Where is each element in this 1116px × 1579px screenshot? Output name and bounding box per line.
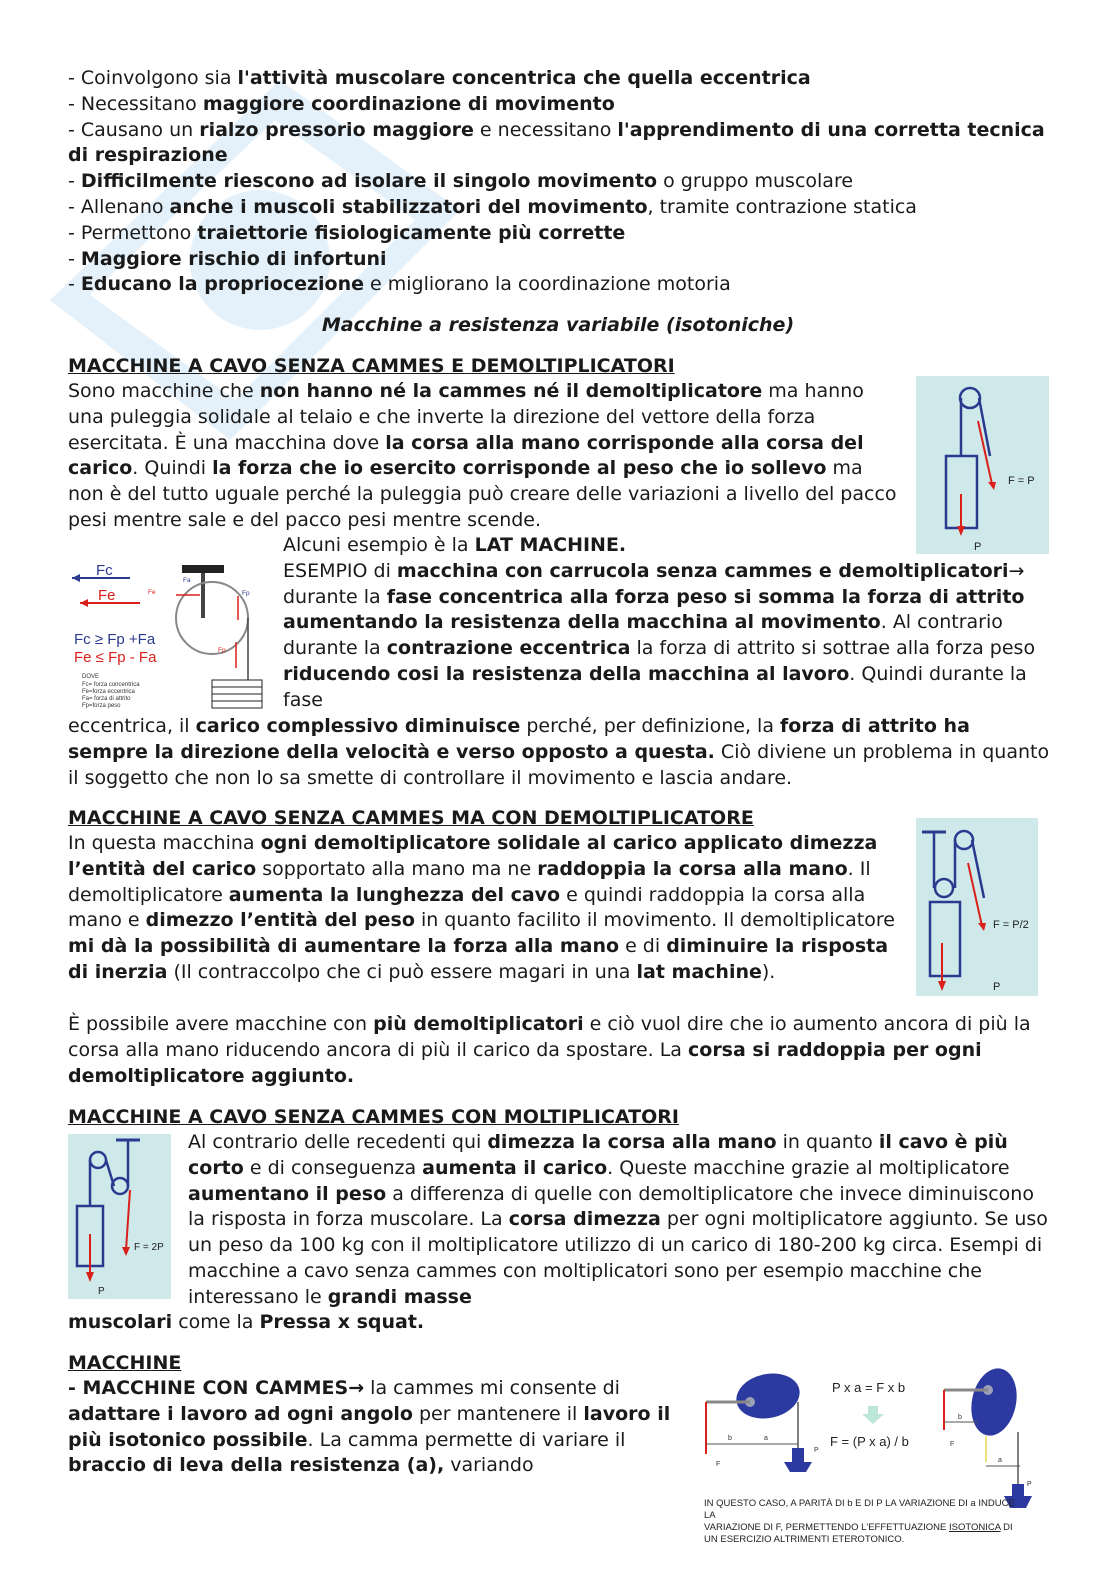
bold-run: fase concentrica alla forza peso si somma la forza di attrito aumentando la resistenza della macchina al movimento — [283, 585, 1025, 634]
text-run: - Necessitano — [68, 92, 203, 115]
bold-run: l'apprendimento di una corretta tecnica di respirazione — [68, 118, 1045, 167]
force-f2-label: F — [950, 1441, 955, 1448]
section3-paragraph-2 — [68, 1310, 1053, 1336]
list-item — [68, 272, 1048, 298]
bold-run: aumenta la lunghezza del cavo — [228, 883, 561, 906]
bold-run: macchina con carrucola senza cammes e demoltiplicatori — [396, 559, 1009, 582]
bold-run: muscolari — [68, 1311, 173, 1333]
force-label: F = P/2 — [993, 919, 1029, 931]
bold-run: corsa dimezza — [508, 1208, 661, 1231]
friction-pulley-diagram — [72, 560, 267, 712]
list-item — [68, 221, 1048, 247]
bold-run: Educano la propriocezione — [80, 273, 364, 296]
text-run: e necessitano — [473, 118, 618, 141]
fp-small-label: Fp — [242, 590, 250, 597]
bold-run: traiettorie fisiologicamente più corrette — [197, 221, 626, 244]
bold-run: Pressa x squat. — [259, 1311, 425, 1333]
demultiplier-diagram — [916, 818, 1038, 996]
bold-run: riducendo cosi la resistenza della macchina al lavoro — [283, 662, 850, 685]
bold-run: diminuire la risposta di inerzia — [68, 935, 889, 983]
list-item — [68, 169, 1048, 195]
text-run: . Quindi — [132, 457, 213, 480]
text-run: variando — [444, 1454, 534, 1477]
text-run: , tramite contrazione statica — [647, 195, 917, 218]
section2-paragraph — [68, 831, 898, 986]
text-run: e di — [619, 935, 667, 958]
bold-run: contrazione eccentrica — [386, 637, 631, 660]
bold-run: - MACCHINE CON CAMMES→ — [68, 1377, 365, 1399]
list-item — [68, 66, 1048, 92]
legend-line: Fp=forza peso — [82, 703, 121, 709]
force-label: F = 2P — [134, 1242, 164, 1253]
bold-run: dimezzo l’entità del peso — [145, 909, 415, 932]
bold-run: forza di attrito ha sempre la direzione della velocità e verso opposto a questa. — [68, 715, 970, 763]
bold-run: Maggiore rischio di infortuni — [80, 247, 387, 270]
text-run: . Il demoltiplicatore — [68, 857, 871, 906]
section1-paragraph — [68, 379, 898, 534]
text-run: o gruppo muscolare — [657, 170, 854, 193]
section1-eccentric-text — [68, 714, 1053, 791]
text-run: Alcuni esempio è la — [283, 534, 475, 556]
cam-lever-diagram — [700, 1362, 1035, 1510]
text-run: come la — [172, 1311, 260, 1333]
bold-run: mi dà la possibilità di aumentare la forza alla mano — [68, 935, 620, 958]
text-run: . Quindi durante la fase — [283, 662, 1027, 711]
bold-run: dimezza la corsa alla mano — [487, 1131, 777, 1153]
text-run: per mantenere il — [412, 1402, 584, 1425]
lever-b2-label: b — [958, 1414, 962, 1421]
caption-line: VARIAZIONE DI F, PERMETTENDO L'EFFETTUAZIONE — [704, 1522, 949, 1533]
weight-label: P — [98, 1286, 105, 1297]
bold-run: rialzo pressorio maggiore — [199, 118, 474, 141]
equation-balance: P x a = F x b — [832, 1380, 906, 1395]
bold-run: la forza che io esercito corrisponde al peso che io sollevo — [212, 457, 827, 480]
text-run: - Coinvolgono sia — [68, 67, 238, 89]
force-label: F = P — [1008, 475, 1035, 487]
text-run: - — [68, 247, 81, 270]
text-run: → durante la — [283, 559, 1025, 608]
section-heading-demultiplier: MACCHINE A CAVO SENZA CAMMES MA CON DEMOLTIPLICATORE — [68, 807, 754, 829]
lever-a2-label: a — [998, 1457, 1002, 1464]
equation-concentric: Fc ≥ Fp +Fa — [74, 631, 156, 648]
text-run: in quanto — [776, 1131, 879, 1153]
section-heading-no-cam: MACCHINE A CAVO SENZA CAMMES E DEMOLTIPLICATORI — [68, 355, 675, 377]
lever-b-label: b — [728, 1435, 732, 1442]
weight-p-label: P — [814, 1447, 819, 1454]
section-subtitle: Macchine a resistenza variabile (isotoniche) — [321, 314, 795, 336]
bold-run: carico complessivo diminuisce — [195, 715, 521, 737]
bold-run: raddoppia la corsa alla mano — [537, 857, 848, 880]
bold-run: lat machine — [636, 960, 762, 983]
bold-run: non hanno né la cammes né il demoltiplicatore — [259, 380, 763, 402]
bold-run: LAT MACHINE. — [474, 534, 627, 556]
list-item — [68, 247, 1048, 273]
text-run: - — [68, 273, 81, 296]
equation-force: F = (P x a) / b — [830, 1434, 909, 1449]
text-run: la cammes mi consente di — [364, 1377, 620, 1399]
text-run: In questa macchina — [68, 832, 261, 854]
section-heading-machines: MACCHINE — [68, 1352, 182, 1374]
fa-small-label: Fa — [183, 577, 191, 584]
text-run: . Queste macchine grazie al moltiplicatore — [607, 1156, 1010, 1179]
text-run: eccentrica, il — [68, 715, 196, 737]
text-run: - Permettono — [68, 221, 198, 244]
bold-run: corsa si raddoppia per ogni demoltiplicatore aggiunto. — [68, 1038, 982, 1087]
section2-paragraph-2 — [68, 1012, 1053, 1089]
legend-line: Fc= forza concentrica — [82, 682, 140, 688]
lat-machine-line — [283, 533, 1053, 559]
text-run: ESEMPIO di — [283, 559, 397, 582]
text-run: . Al contrario durante la — [283, 611, 1003, 660]
bold-run: Difficilmente riescono ad isolare il singolo movimento — [80, 170, 658, 193]
bold-run: lavoro il più isotonico possibile — [68, 1402, 671, 1451]
text-run: e ciò vuol dire che io aumento ancora di più la corsa alla mano riducendo ancora di più il carico da spostare. La — [68, 1013, 1031, 1061]
pulley-diagram-f-equals-p — [916, 376, 1049, 554]
text-run: - Causano un — [68, 118, 200, 141]
legend-line: Fe=forza eccentrica — [82, 689, 135, 695]
bold-run: aumenta il carico — [422, 1156, 608, 1179]
text-run: in quanto facilito il movimento. Il demoltiplicatore — [414, 909, 895, 932]
text-run: e quindi raddoppia la corsa alla mano e — [68, 883, 866, 932]
section-heading-multiplier: MACCHINE A CAVO SENZA CAMMES CON MOLTIPLICATORI — [68, 1106, 679, 1128]
text-run: per ogni moltiplicatore aggiunto. Se uso un peso da 100 kg con il moltiplicatore utilizzo di un carico di 180-200 kg circa. Esempi di macchine a cavo senza cammes con moltiplicatori sono per esempio macchine che interessano le — [188, 1208, 1048, 1308]
bold-run: maggiore coordinazione di movimento — [202, 92, 615, 115]
text-run: Ciò diviene un problema in quanto il soggetto che non lo sa smette di controllare il movimento e lascia andare. — [68, 740, 1050, 789]
text-run: ). — [761, 960, 776, 983]
text-run: a differenza di quelle con demoltiplicatore che invece diminuiscono la risposta in forza muscolare. La — [188, 1182, 1034, 1231]
text-run: Al contrario delle recedenti qui — [188, 1131, 488, 1153]
bold-run: aumentano il peso — [188, 1182, 387, 1205]
section4-paragraph — [68, 1376, 680, 1479]
fe-label: Fe — [98, 587, 116, 604]
fp2-small-label: Fp — [218, 647, 226, 654]
text-run: ma non è del tutto uguale perché la puleggia può creare delle variazioni a livello del pacco pesi mentre sale e del pacco pesi mentre scende. — [68, 457, 897, 531]
caption-line: IN QUESTO CASO, A PARITÀ DI b E DI P LA VARIAZIONE DI a INDUCE LA — [704, 1498, 1015, 1521]
bold-run: più demoltiplicatori — [373, 1013, 584, 1035]
cam-diagram-caption — [704, 1498, 1024, 1546]
text-run: (Il contraccolpo che ci può essere magari in una — [167, 960, 637, 983]
fe-small-label: Fe — [148, 589, 156, 596]
list-item — [68, 92, 1048, 118]
caption-line: DI — [1000, 1522, 1013, 1533]
text-run: e di conseguenza — [243, 1156, 423, 1179]
bold-run: adattare i lavoro ad ogni angolo — [68, 1402, 413, 1425]
text-run: e migliorano la coordinazione motoria — [364, 273, 731, 296]
legend-line: DOVE — [82, 674, 100, 680]
text-run: Sono macchine che — [68, 380, 260, 402]
friction-example — [283, 559, 1053, 714]
text-run: È possibile avere macchine con — [68, 1013, 374, 1035]
bold-run: la corsa alla mano corrisponde alla corsa del carico — [68, 431, 864, 480]
text-run: la forza di attrito si sottrae alla forza peso — [630, 637, 1036, 660]
text-run: . La camma permette di variare il — [307, 1428, 626, 1451]
force-f-label: F — [716, 1461, 721, 1468]
weight-label: P — [993, 981, 1001, 993]
list-item — [68, 118, 1048, 170]
text-run: - — [68, 170, 81, 193]
text-run: ma hanno una puleggia solidale al telaio e che inverte la direzione del vettore della forza esercitata. È una macchina dove — [68, 380, 864, 454]
bold-run: il cavo è più corto — [188, 1131, 1008, 1179]
bold-run: braccio di leva della resistenza (a), — [68, 1454, 445, 1477]
bold-run: grandi masse — [327, 1285, 472, 1308]
caption-line: UN ESERCIZIO ALTRIMENTI ETEROTONICO. — [704, 1534, 905, 1545]
intro-list — [68, 66, 1048, 298]
section3-paragraph — [188, 1130, 1053, 1311]
multiplier-diagram — [68, 1134, 171, 1299]
section1-example-text — [283, 533, 1053, 714]
bold-run: anche i muscoli stabilizzatori del movimento — [169, 195, 648, 218]
bold-run: ogni demoltiplicatore solidale al carico applicato dimezza l’entità del carico — [68, 832, 878, 880]
bold-run: l'attività muscolare concentrica che quella eccentrica — [237, 67, 811, 89]
text-run: sopportato alla mano ma ne — [256, 857, 538, 880]
lever-a-label: a — [764, 1435, 768, 1442]
legend-line: Fa= forza di attrito — [82, 696, 131, 702]
text-run: perché, per definizione, la — [520, 715, 781, 737]
weight-label: P — [974, 541, 982, 553]
equation-eccentric: Fe ≤ Fp - Fa — [74, 649, 157, 666]
fc-label: Fc — [96, 562, 113, 579]
weight-p2-label: P — [1027, 1481, 1032, 1488]
text-run: - Allenano — [68, 195, 170, 218]
caption-underlined: ISOTONICA — [948, 1522, 1001, 1533]
list-item — [68, 195, 1048, 221]
